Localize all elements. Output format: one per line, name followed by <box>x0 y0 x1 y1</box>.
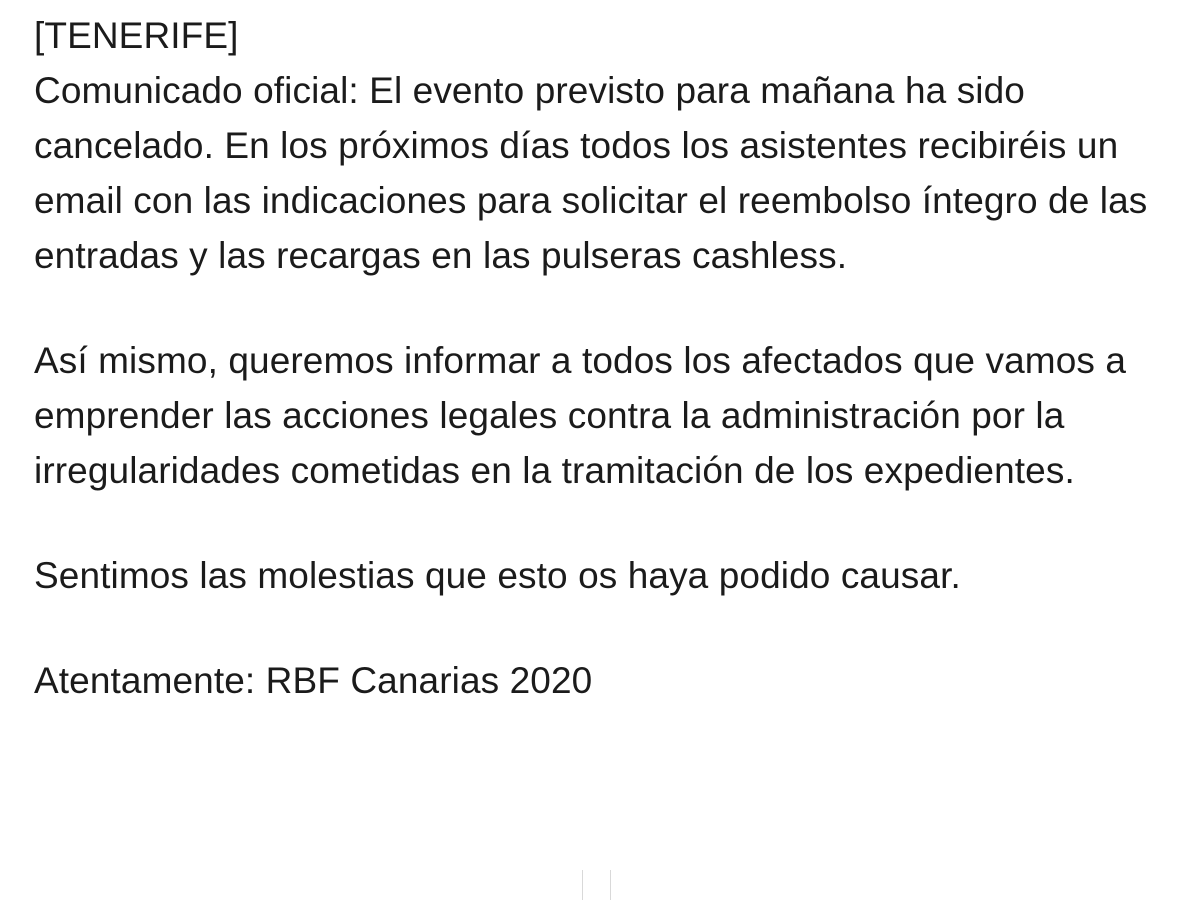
bottom-divider-right <box>610 870 611 900</box>
bottom-bar <box>0 870 1200 900</box>
paragraph-legal-action: Así mismo, queremos informar a todos los afectados que vamos a emprender las acciones legales contra la administración por la irregularidades cometidas en la tramitación de los expedientes. <box>34 340 1137 491</box>
statement-body <box>34 8 1164 708</box>
paragraph-signature: Atentamente: RBF Canarias 2020 <box>34 660 593 701</box>
paragraph-announcement: Comunicado oficial: El evento previsto para mañana ha sido cancelado. En los próximos días todos los asistentes recibiréis un email con las indicaciones para solicitar el reembolso íntegro de las entradas y las recargas en las pulseras cashless. <box>34 70 1158 276</box>
bottom-divider-left <box>582 870 583 900</box>
location-tag: [TENERIFE] <box>34 15 239 56</box>
paragraph-apology: Sentimos las molestias que esto os haya podido causar. <box>34 555 961 596</box>
